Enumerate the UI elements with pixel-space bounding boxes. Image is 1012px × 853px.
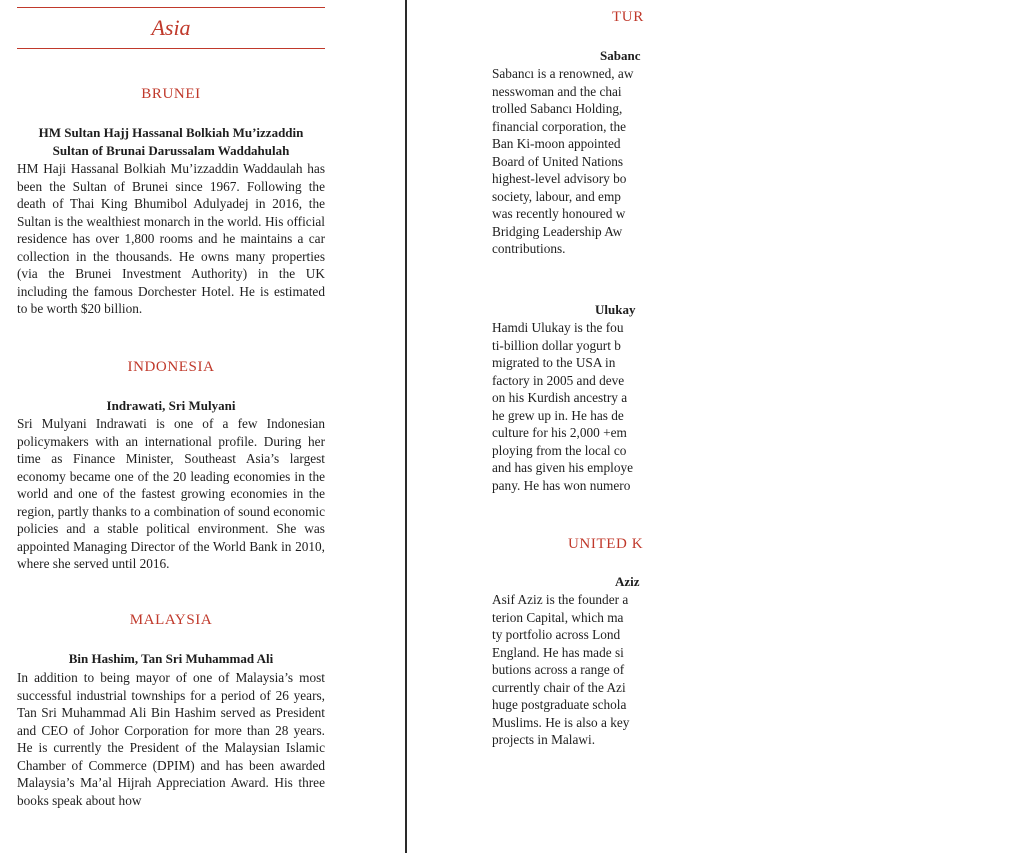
bio-indonesia: Sri Mulyani Indrawati is one of a few Indonesian policymakers with an international profile. During her time as Finance Minister, Southeast Asia’s largest economy became one of the 20 leading economies in the world and one of the fastest growing economies in the region, partly thanks to a combination of sound economic policies and a stable political environment. She was appointed Managing Director of the World Bank in 2010, where she served until 2016. bbox=[17, 416, 325, 571]
person-name-brunei-line2: Sultan of Brunai Darussalam Waddahulah bbox=[52, 142, 290, 158]
person-name-indonesia: Indrawati, Sri Mulyani bbox=[106, 398, 236, 413]
bio-line: factory in 2005 and deve bbox=[492, 372, 625, 388]
bio-line: terion Capital, which ma bbox=[492, 609, 624, 625]
top-rule bbox=[17, 7, 325, 8]
bio-line: financial corporation, the bbox=[492, 118, 627, 134]
country-heading-turkey: TUR bbox=[612, 9, 644, 25]
bio-line: pany. He has won numero bbox=[492, 477, 631, 493]
page-gutter-divider bbox=[405, 0, 407, 853]
bio-line: projects in Malawi. bbox=[492, 732, 596, 747]
bio-line: nesswoman and the chai bbox=[492, 83, 622, 99]
bio-line: on his Kurdish ancestry a bbox=[492, 390, 628, 405]
country-heading-indonesia: INDONESIA bbox=[127, 359, 215, 375]
bio-line: was recently honoured w bbox=[492, 206, 626, 221]
bio-line: Board of United Nations bbox=[492, 153, 624, 169]
bio-malaysia: In addition to being mayor of one of Malaysia’s most successful industrial townships for a period of 26 years, Tan Sri Muhammad Ali Bin Hashim served as President and CEO of Johor Corporation for more than 28 years. He is currently the President of the Malaysian Islamic Chamber of Commerce (DPIM) and has been awarded Malaysia’s Ma’al Hijrah Appreciation Award. His three books speak about how bbox=[17, 670, 325, 808]
right-column bbox=[492, 0, 644, 853]
bio-line: and has given his employe bbox=[492, 460, 634, 475]
bio-line: butions across a range of bbox=[492, 662, 625, 677]
bio-line: Ban Ki-moon appointed bbox=[492, 136, 621, 151]
bio-line: ty portfolio across Lond bbox=[492, 627, 621, 642]
country-heading-united-kingdom: UNITED K bbox=[568, 536, 644, 552]
bio-line: ploying from the local co bbox=[492, 442, 627, 458]
person-name-ulukaya: Ulukay bbox=[595, 302, 636, 317]
bio-line: Bridging Leadership Aw bbox=[492, 223, 623, 239]
country-heading-brunei: BRUNEI bbox=[141, 86, 201, 102]
section-title: Asia bbox=[151, 15, 191, 40]
bio-line: huge postgraduate schola bbox=[492, 697, 627, 712]
bio-brunei: HM Haji Hassanal Bolkiah Mu’izzaddin Waddaulah has been the Sultan of Brunei since 1967. Following the death of Thai King Bhumibol Adulyadej in 2016, the Sultan is the wealthiest monarch in the world. His official residence has over 1,800 rooms and he maintains a car collection in the thousands. He owns many properties (via the Brunei Investment Authority) in the UK including the famous Dorchester Hotel. He is estimated to be worth $20 billion. bbox=[17, 161, 325, 316]
bio-line: culture for his 2,000 +em bbox=[492, 425, 627, 440]
bio-line: Sabancı is a renowned, aw bbox=[492, 66, 634, 81]
person-name-malaysia: Bin Hashim, Tan Sri Muhammad Ali bbox=[68, 651, 274, 666]
person-name-brunei-line1: HM Sultan Hajj Hassanal Bolkiah Mu’izzaddin bbox=[38, 125, 304, 140]
country-heading-malaysia: MALAYSIA bbox=[129, 612, 213, 628]
bio-line: contributions. bbox=[492, 241, 566, 256]
bio-line: trolled Sabancı Holding, bbox=[492, 101, 623, 116]
bio-line: migrated to the USA in bbox=[492, 355, 616, 370]
person-name-sabanci: Sabanc bbox=[600, 48, 641, 63]
bio-line: currently chair of the Azi bbox=[492, 679, 626, 695]
person-name-aziz: Aziz bbox=[615, 574, 640, 589]
bio-line: highest-level advisory bo bbox=[492, 171, 627, 186]
bio-line: England. He has made si bbox=[492, 644, 624, 660]
bio-line: Asif Aziz is the founder a bbox=[492, 592, 629, 607]
title-rule bbox=[17, 48, 325, 49]
bio-line: ti-billion dollar yogurt b bbox=[492, 337, 621, 353]
bio-line: Hamdi Ulukay is the fou bbox=[492, 320, 624, 335]
bio-line: Muslims. He is also a key bbox=[492, 714, 630, 730]
bio-line: he grew up in. He has de bbox=[492, 407, 624, 423]
bio-line: society, labour, and emp bbox=[492, 188, 621, 204]
left-column bbox=[17, 0, 325, 853]
